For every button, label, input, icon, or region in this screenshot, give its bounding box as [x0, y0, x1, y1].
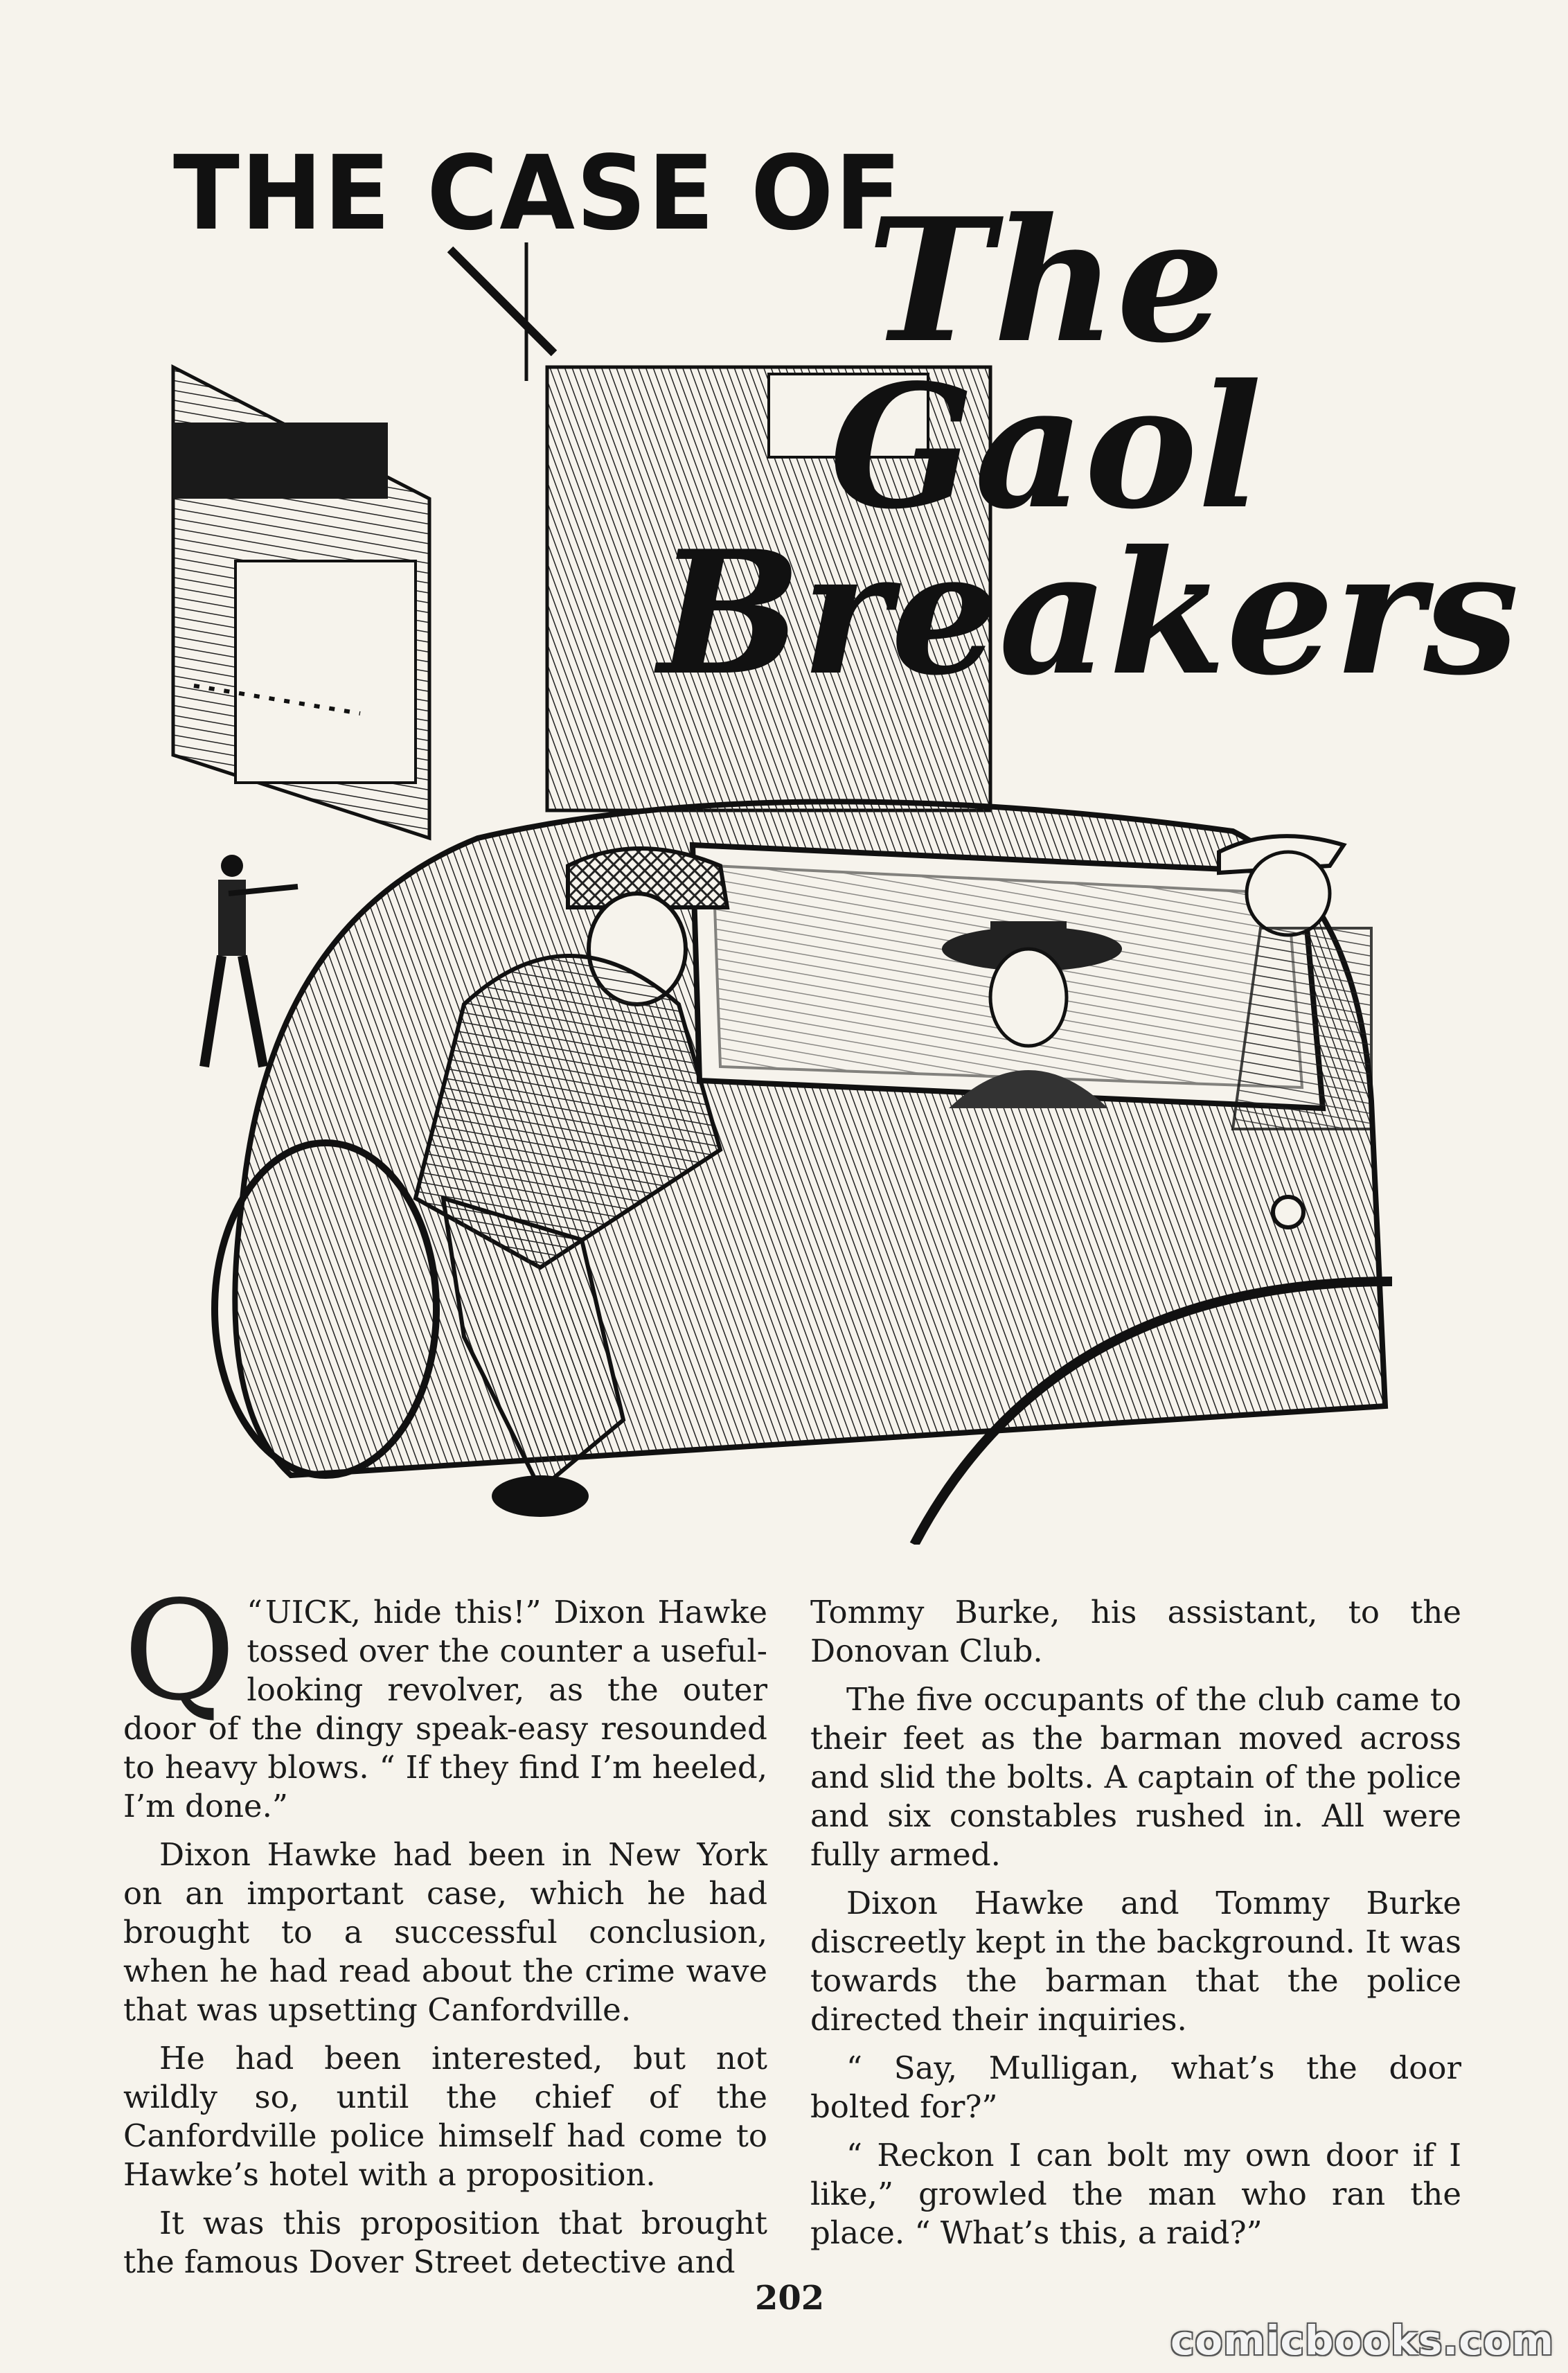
title-line-the-case-of: THE CASE OF: [173, 134, 903, 253]
story-paragraph: Dixon Hawke and Tommy Burke discreetly kept in the background. It was towards the barman that the police directed their inquiries.: [810, 1885, 1461, 2038]
prison-gate-icon: [173, 367, 429, 838]
getaway-car-icon: [215, 801, 1392, 1545]
story-paragraph: The five occupants of the club came to their feet as the barman moved across and slid the bolts. A captain of the police and six constables rushed in. All were fully armed.: [810, 1681, 1461, 1873]
watermark-logo: comicbooks.com: [1170, 2317, 1554, 2364]
title-line-breakers: Breakers: [658, 513, 1520, 713]
story-paragraph: Tommy Burke, his assistant, to the Donovan Club.: [810, 1594, 1461, 1669]
story-paragraph: Dixon Hawke had been in New York on an important case, which he had brought to a successful conclusion, when he had read about the crime wave that was upsetting Canfordville.: [123, 1836, 767, 2028]
drop-cap: Q: [123, 1571, 236, 1731]
story-paragraph: He had been interested, but not wildly so, until the chief of the Canfordville police himself had come to Hawke’s hotel with a proposition.: [123, 2040, 767, 2193]
paragraph-text: UICK, hide this!” Dixon Hawke tossed over the counter a useful-looking revolver, as the outer door of the dingy speak-easy resounded to heavy blows. “ If they find I’m heeled, I’m done.”: [123, 1594, 767, 1824]
story-paragraph: It was this proposition that brought the famous Dover Street detective and: [123, 2205, 767, 2280]
story-column-left: [123, 1571, 767, 2291]
story-column-right: [810, 1593, 1461, 2262]
story-paragraph: “ Reckon I can bolt my own door if I like,” growled the man who ran the place. “ What’s this, a raid?”: [810, 2137, 1461, 2251]
story-paragraph: [123, 1571, 767, 1826]
opening-quote: “: [247, 1594, 262, 1630]
title-line-the-gaol: The Gaol: [829, 181, 1263, 547]
title-script: [658, 181, 1520, 713]
story-paragraph: “ Say, Mulligan, what’s the door bolted for?”: [810, 2050, 1461, 2125]
page-number: 202: [755, 2279, 825, 2318]
